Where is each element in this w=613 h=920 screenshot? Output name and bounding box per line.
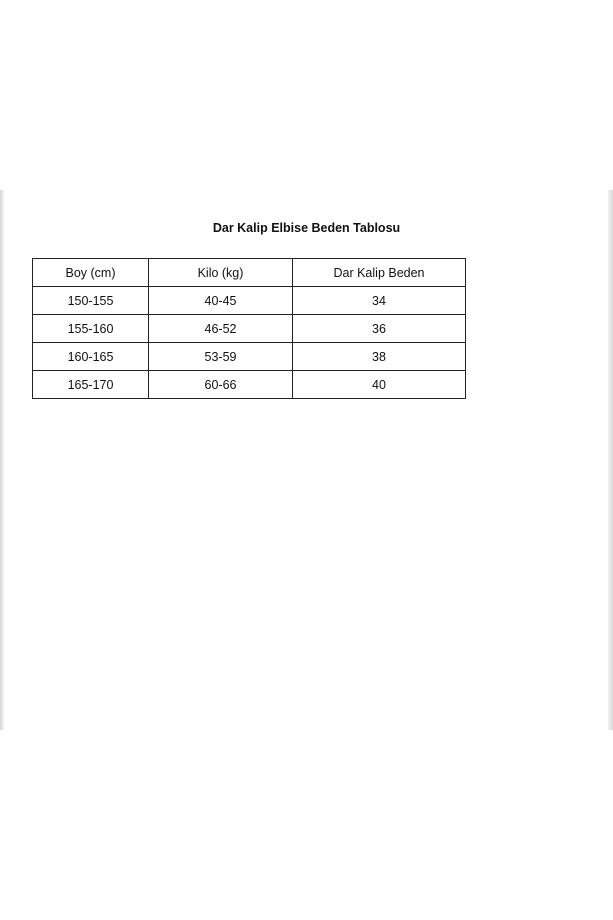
size-chart-table — [32, 258, 466, 399]
cell-weight: 40-45 — [149, 287, 293, 315]
cell-weight: 53-59 — [149, 343, 293, 371]
cell-weight: 60-66 — [149, 371, 293, 399]
cell-size: 38 — [293, 343, 466, 371]
cell-height: 155-160 — [33, 315, 149, 343]
table-row — [33, 287, 466, 315]
page-edge-left — [0, 190, 4, 730]
header-weight: Kilo (kg) — [149, 259, 293, 287]
table-row — [33, 315, 466, 343]
page-edge-right — [608, 190, 613, 730]
table-row — [33, 371, 466, 399]
cell-size: 36 — [293, 315, 466, 343]
table-header-row — [33, 259, 466, 287]
cell-height: 165-170 — [33, 371, 149, 399]
cell-height: 160-165 — [33, 343, 149, 371]
cell-weight: 46-52 — [149, 315, 293, 343]
header-size: Dar Kalip Beden — [293, 259, 466, 287]
document-title: Dar Kalip Elbise Beden Tablosu — [212, 221, 401, 235]
header-height: Boy (cm) — [33, 259, 149, 287]
table-row — [33, 343, 466, 371]
cell-height: 150-155 — [33, 287, 149, 315]
cell-size: 40 — [293, 371, 466, 399]
cell-size: 34 — [293, 287, 466, 315]
